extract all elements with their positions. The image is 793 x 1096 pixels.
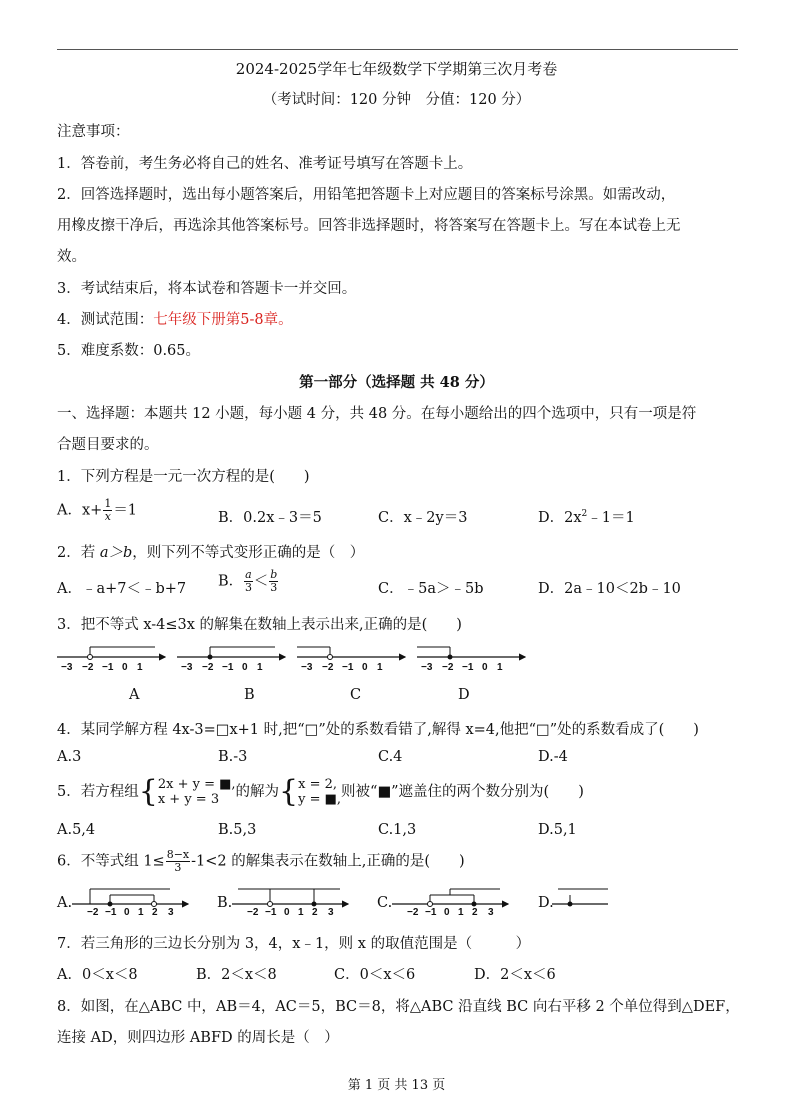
q3-label-b: B xyxy=(244,687,255,703)
q5-option-c: C.1,3 xyxy=(378,822,417,838)
q3-b-tick-2: −1 xyxy=(222,662,234,673)
test-range: 七年级下册第5-8章。 xyxy=(153,312,293,328)
part1-intro-b: 合题目要求的。 xyxy=(57,437,159,453)
q6-c-tick-1: −1 xyxy=(425,907,437,918)
q1-stem: 1．下列方程是一元一次方程的是( ) xyxy=(57,469,310,485)
q8-line-2: 连接 AD，则四边形 ABFD 的周长是（ ） xyxy=(57,1030,339,1046)
q3-b-tick-4: 1 xyxy=(257,662,263,673)
q3-d-tick-1: −2 xyxy=(442,662,454,673)
q7-option-d: D．2＜x＜6 xyxy=(474,967,556,983)
q3-c-tick-3: 0 xyxy=(362,662,368,673)
q3-a-tick-4: 1 xyxy=(137,662,143,673)
q3-a-tick-2: −1 xyxy=(102,662,114,673)
q3-number-lines xyxy=(55,643,535,677)
q3-c-tick-2: −1 xyxy=(342,662,354,673)
q3-label-d: D xyxy=(458,687,470,703)
q6-label-d: D. xyxy=(538,895,554,911)
q3-label-c: C xyxy=(350,687,362,703)
q6-b-tick-2: 0 xyxy=(284,907,290,918)
note-2b: 用橡皮擦干净后，再选涂其他答案标号。回答非选择题时，将答案写在答题卡上。写在本试卷上无 xyxy=(57,218,681,234)
q3-line-b xyxy=(177,647,285,673)
q3-d-tick-4: 1 xyxy=(497,662,503,673)
q6-c-tick-0: −2 xyxy=(407,907,419,918)
q1-option-c: C．x﹣2y＝3 xyxy=(378,510,468,526)
q3-c-tick-4: 1 xyxy=(377,662,383,673)
note-3: 3．考试结束后，将本试卷和答题卡一并交回。 xyxy=(57,281,357,297)
q4-option-c: C.4 xyxy=(378,749,403,765)
q6-c-tick-5: 3 xyxy=(488,907,494,918)
q6-line-b xyxy=(232,889,348,918)
q6-a-tick-0: −2 xyxy=(87,907,99,918)
notes-heading: 注意事项： xyxy=(57,124,130,140)
q3-c-tick-1: −2 xyxy=(322,662,334,673)
q5-option-d: D.5,1 xyxy=(538,822,577,838)
q3-line-a xyxy=(57,647,165,673)
exam-subtitle: （考试时间：120 分钟 分值：120 分） xyxy=(262,92,531,108)
q3-line-d xyxy=(417,647,525,673)
q6-c-tick-2: 0 xyxy=(444,907,450,918)
q6-b-tick-5: 3 xyxy=(328,907,334,918)
q1-option-d: D．$2x^2﹣1=1$ xyxy=(538,509,635,526)
note-2a: 2．回答选择题时，选出每小题答案后，用铅笔把答题卡上对应题目的答案标号涂黑。如需改动， xyxy=(57,187,676,203)
q3-c-tick-0: −3 xyxy=(301,662,313,673)
q3-d-tick-2: −1 xyxy=(462,662,474,673)
q2-option-d: D．2a﹣10＜2b﹣10 xyxy=(538,581,681,597)
q6-line-d xyxy=(552,889,608,907)
q3-a-tick-0: −3 xyxy=(61,662,73,673)
q6-line-a xyxy=(72,889,188,918)
note-1: 1．答卷前，考生务必将自己的姓名、准考证号填写在答题卡上。 xyxy=(57,156,473,172)
q2-option-b: B． $\frac{a}{3}$ ＜ $\frac{b}{3}$ xyxy=(218,568,278,594)
q6-a-tick-3: 1 xyxy=(138,907,144,918)
q3-d-tick-3: 0 xyxy=(482,662,488,673)
q1-option-a: A．x+ $\frac{1}{x}$ ＝1 xyxy=(57,497,138,523)
q4-option-b: B.-3 xyxy=(218,749,248,765)
q6-label-a: A. xyxy=(57,895,73,911)
q3-b-tick-3: 0 xyxy=(242,662,248,673)
note-4: 4．测试范围：七年级下册第5-8章。 xyxy=(57,312,293,328)
q3-a-tick-3: 0 xyxy=(122,662,128,673)
part1-intro-a: 一、选择题：本题共 12 小题，每小题 4 分，共 48 分。在每小题给出的四个选项中，只有一项是符 xyxy=(57,406,697,422)
page-footer: 第 1 页 共 13 页 xyxy=(347,1078,446,1093)
q7-option-c: C．0＜x＜6 xyxy=(334,967,416,983)
q4-stem: 4．某同学解方程 4x-3=□x+1 时,把“□”处的系数看错了,解得 x=4,他把“□”处的系数看成了( ) xyxy=(57,722,699,738)
q6-b-tick-0: −2 xyxy=(247,907,259,918)
q5-stem: 5．若方程组{ 2x + y = ■, x + y = 3 的解为{ x = 2, y = ■, 则被“■”遮盖住的两个数分别为( ) xyxy=(57,774,584,809)
q3-a-tick-1: −2 xyxy=(82,662,94,673)
q6-b-tick-3: 1 xyxy=(298,907,304,918)
note-2c: 效。 xyxy=(57,249,86,265)
q6-stem: 6．不等式组 1≤ $\frac{8-x}{3}$ -1<2 的解集表示在数轴上,正确的是( ) xyxy=(57,848,465,874)
q4-option-a: A.3 xyxy=(57,749,82,765)
q6-a-tick-4: 2 xyxy=(152,907,158,918)
q6-a-tick-5: 3 xyxy=(168,907,174,918)
q6-label-b: B. xyxy=(217,895,233,911)
q2-option-a: A．﹣a+7＜﹣b+7 xyxy=(57,581,187,597)
q6-line-c xyxy=(392,889,508,918)
q7-option-a: A．0＜x＜8 xyxy=(57,967,138,983)
q3-stem: 3．把不等式 x-4≤3x 的解集在数轴上表示出来,正确的是( ) xyxy=(57,617,462,633)
q7-stem: 7．若三角形的三边长分别为 3，4，x﹣1，则 x 的取值范围是（ ） xyxy=(57,936,531,952)
q3-d-tick-0: −3 xyxy=(421,662,433,673)
header-rule xyxy=(57,49,738,50)
q6-number-lines xyxy=(70,884,610,918)
q6-b-tick-4: 2 xyxy=(312,907,318,918)
q6-b-tick-1: −1 xyxy=(265,907,277,918)
q2-option-c: C．﹣5a＞﹣5b xyxy=(378,581,484,597)
q2-stem: 2．若 a＞b，则下列不等式变形正确的是（ ） xyxy=(57,545,365,561)
note-5: 5．难度系数：0.65。 xyxy=(57,343,201,359)
q3-line-c xyxy=(297,647,405,673)
q6-c-tick-3: 1 xyxy=(458,907,464,918)
q5-option-b: B.5,3 xyxy=(218,822,257,838)
q4-option-d: D.-4 xyxy=(538,749,568,765)
q6-a-tick-2: 0 xyxy=(124,907,130,918)
exam-title: 2024-2025学年七年级数学下学期第三次月考卷 xyxy=(235,60,558,78)
q6-a-tick-1: −1 xyxy=(105,907,117,918)
q6-label-c: C. xyxy=(377,895,393,911)
q5-option-a: A.5,4 xyxy=(57,822,96,838)
q7-option-b: B．2＜x＜8 xyxy=(196,967,277,983)
q3-label-a: A xyxy=(129,687,140,703)
q3-b-tick-0: −3 xyxy=(181,662,193,673)
part1-title: 第一部分（选择题 共 48 分） xyxy=(299,374,494,391)
q6-c-tick-4: 2 xyxy=(472,907,478,918)
q3-b-tick-1: −2 xyxy=(202,662,214,673)
q1-option-b: B．0.2x﹣3＝5 xyxy=(218,510,322,526)
q8-line-1: 8．如图，在△ABC 中，AB＝4，AC＝5，BC＝8，将△ABC 沿直线 BC 向右平移 2 个单位得到△DEF， xyxy=(57,999,740,1015)
